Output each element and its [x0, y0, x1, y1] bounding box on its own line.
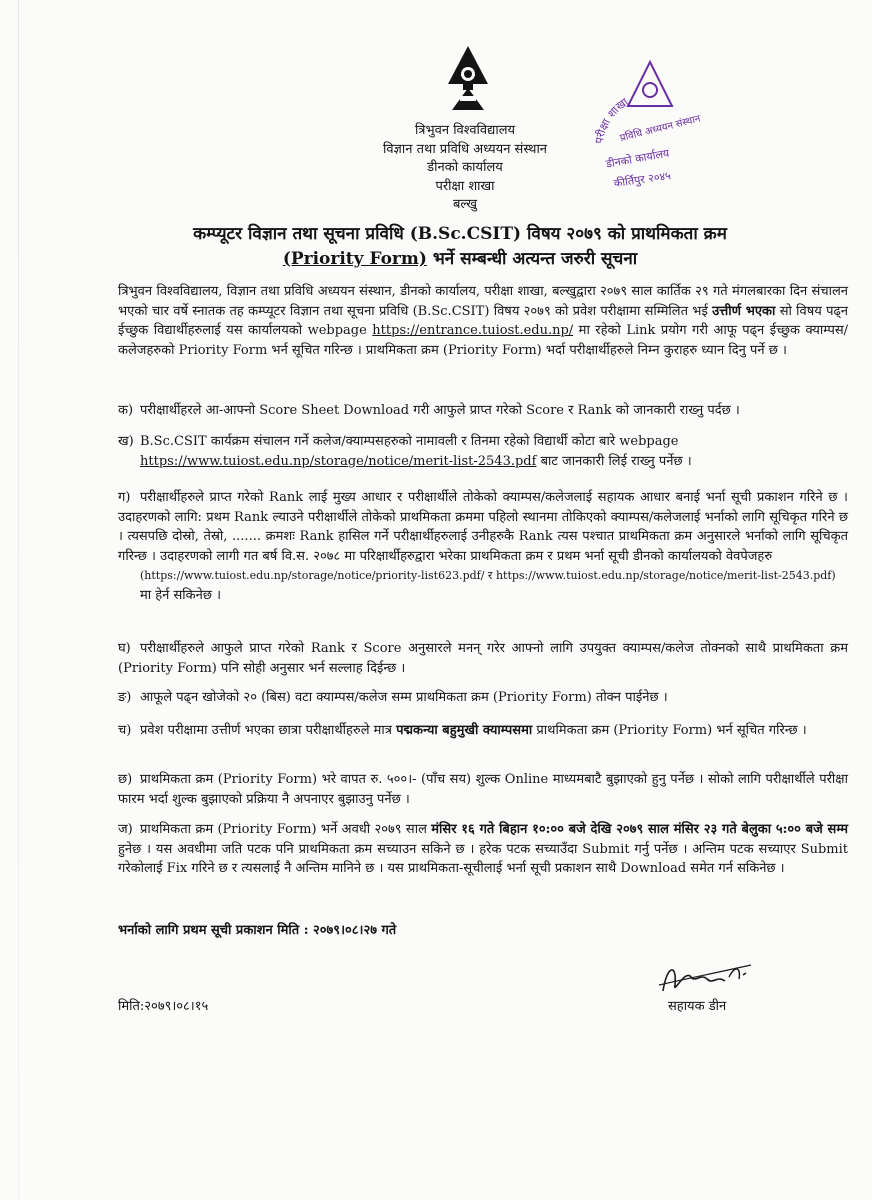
- item-text: परीक्षार्थीहरुले आफुले प्राप्त गरेको Rank र Score अनुसारले मनन् गरेर आफ्नो लागि उपयुक्त क्याम्पस/कलेज तोक्नको साथै प्राथमिकता क्रम (Priority Form) पनि सोही अनुसार भर्न सल्लाह दिईन्छ ।: [118, 641, 848, 676]
- title-line-1: कम्प्यूटर विज्ञान तथा सूचना प्रविधि (B.Sc.CSIT) विषय २०७९ को प्राथमिकता क्रम: [193, 224, 727, 244]
- campus-name: पद्मकन्या बहुमुखी क्याम्पसमा: [396, 723, 533, 738]
- notice-title: [120, 222, 800, 272]
- stamp-arc-text: परीक्षा शाखा: [592, 95, 631, 145]
- item-tail: मा हेर्न सकिनेछ ।: [140, 587, 222, 603]
- item-label: ङ): [118, 690, 132, 705]
- item-text-2: प्राथमिकता क्रम (Priority Form) भर्न सूचित गरिन्छ ।: [532, 723, 807, 738]
- item-text: आफूले पढ्न खोजेको २० (बिस) वटा क्याम्पस/कलेज सम्म प्राथमिकता क्रम (Priority Form) तोक्न पाईनेछ ।: [140, 690, 668, 705]
- intro-text-3: मा रहेको Link प्रयोग गरी आफू पढ्न ईच्छुक क्याम्पस/कलेजहरुको Priority Form भर्न सूचित गरिन्छ । प्राथमिकता क्रम (Priority Form) भर्दा परीक्षार्थीहरुले निम्न कुराहरु ध्यान दिनु पर्ने छ ।: [118, 323, 849, 358]
- item-text: परीक्षार्थीहरुले प्राप्त गरेको Rank लाई मुख्य आधार र परीक्षार्थीले तोकेको क्याम्पस/कलेजलाई सहायक आधार बनाई भर्ना सूची प्रकाशन गरिने छ । उदाहरणको लागि: प्रथम Rank ल्याउने परीक्षार्थीले तोकेको प्राथमिकता क्रममा पहिलो स्थानमा तोकिएको क्याम्पस/कलेजलाई भर्नाको लागि सूचिकृत गरिने छ । त्यसपछि दोस्रो, तेस्रो, ....... क्रमशः Rank हासिल गर्ने परीक्षार्थीहरुलाई उनीहरुकै Rank त्यस पश्चात प्राथमिकता क्रम अनुसारले भर्नाको लागि सूचिकृत गरिन्छ । उदाहरणको लागी गत बर्ष वि.स. २०७८ मा परिक्षार्थीहरुद्वारा भरेका प्राथमिकता क्रम र प्रथम भर्ना सूची डीनको कार्यालयको वेवपेजहरु: [118, 490, 848, 564]
- list-item-nga: [118, 688, 848, 708]
- list-item-cha: [118, 721, 848, 741]
- item-text-2: हुनेछ । यस अवधीमा जति पटक पनि प्राथमिकता क्रम सच्याउन सकिने छ । हरेक पटक सच्याउँदा Submit गर्नु पर्नेछ । अन्तिम पटक सच्याएर Submit गरेकोलाई Fix गरिने छ र त्यसलाई नै अन्तिम मानिने छ । यस प्राथमिकता-सूचीलाई भर्ना सूची प्रकाशन साथै Download समेत गर्न सकिनेछ ।: [118, 841, 848, 876]
- stamp-institute-text: प्रविधि अध्ययन संस्थान: [618, 113, 702, 145]
- institute-name: विज्ञान तथा प्रविधि अध्ययन संस्थान: [382, 141, 548, 157]
- notice-date: मिति:२०७९।०८।१५: [118, 999, 209, 1014]
- intro-bold-text: उत्तीर्ण भएका: [712, 303, 776, 319]
- item-label: च): [118, 723, 132, 738]
- item-text: प्रवेश परीक्षामा उत्तीर्ण भएका छात्रा परीक्षार्थीहरुले मात्र: [140, 723, 397, 738]
- university-name: त्रिभुवन विश्वविद्यालय: [414, 123, 516, 138]
- intro-text-1: त्रिभुवन विश्वविद्यालय, विज्ञान तथा प्रविधि अध्ययन संस्थान, डीनको कार्यालय, परीक्षा शाखा, बल्खुद्वारा २०७९ साल कार्तिक २९ गते मंगलबारका दिन संचालन भएको चार वर्षे स्नातक तह कम्प्यूटर विज्ञान तथा सूचना प्रविधि (B.Sc.CSIT) विषय २०७९ को प्रवेश परीक्षामा सम्मिलित भई: [118, 284, 848, 319]
- merit-list-link[interactable]: https://www.tuiost.edu.np/storage/notice/merit-list-2543.pdf: [140, 453, 537, 469]
- university-emblem-icon: [446, 44, 490, 116]
- intro-paragraph: [118, 282, 848, 360]
- list-item-ga: [118, 488, 848, 605]
- title-line-2-rest: भर्ने सम्बन्धी अत्यन्त जरुरी सूचना: [426, 249, 638, 269]
- stamp-place-text: कीर्तिपुर २०४५: [612, 169, 672, 190]
- item-label: ज): [118, 822, 133, 837]
- item-text: B.Sc.CSIT कार्यक्रम संचालन गर्ने कलेज/क्याम्पसहरुको नामावली र तिनमा रहेको विद्यार्थी कोटा बारे webpage: [140, 434, 679, 449]
- deadline-text: मंसिर १६ गते बिहान १०:०० बजे देखि २०७९ साल मंसिर २३ गते बेलुका ५:०० बजे सम्म: [431, 822, 848, 837]
- stamp-office-text: डीनको कार्यालय: [604, 146, 671, 171]
- item-label: ग): [118, 490, 131, 505]
- title-line-2: [120, 247, 800, 272]
- item-text: प्राथमिकता क्रम (Priority Form) भर्ने अवधी २०७९ साल: [140, 822, 432, 837]
- item-connector: र: [484, 569, 496, 582]
- entrance-link[interactable]: https://entrance.tuiost.edu.np/: [372, 323, 574, 338]
- location-name: बल्खु: [452, 197, 478, 212]
- item-label: ख): [118, 434, 134, 449]
- list-item-chha: [118, 770, 848, 809]
- signature: [655, 955, 765, 1000]
- merit-list-link-2[interactable]: https://www.tuiost.edu.np/storage/notice/merit-list-2543.pdf): [495, 569, 836, 582]
- list-item-ja: [118, 820, 848, 879]
- list-item-ka: [118, 401, 848, 421]
- item-text: प्राथमिकता क्रम (Priority Form) भरे वापत रु. ५००।- (पाँच सय) शुल्क Online माध्यमबाटै बुझाएको हुनु पर्नेछ । सोको लागि परीक्षार्थीले परीक्षा फारम भर्दा शुल्क बुझाएको प्रक्रिया नै अपनाएर बुझाउनु पर्नेछ ।: [118, 772, 848, 807]
- publication-date: भर्नाको लागि प्रथम सूची प्रकाशन मिति : २०७९।०८।२७ गते: [118, 923, 397, 938]
- intro-text-2: सो विषय पढ्न ईच्छुक विद्यार्थीहरुलाई यस कार्यालयको webpage: [118, 303, 849, 338]
- section-name: परीक्षा शाखा: [435, 178, 495, 194]
- title-priority-form: (Priority Form): [282, 249, 427, 269]
- item-label: घ): [118, 641, 131, 656]
- signatory-title: सहायक डीन: [668, 999, 727, 1014]
- list-item-gha: [118, 639, 848, 678]
- item-text-2: बाट जानकारी लिई राख्नु पर्नेछ ।: [536, 453, 692, 469]
- letterhead: [300, 122, 630, 215]
- item-label: क): [118, 403, 134, 418]
- item-label: छ): [118, 772, 133, 787]
- priority-list-link[interactable]: (https://www.tuiost.edu.np/storage/notice/priority-list623.pdf/: [140, 569, 485, 582]
- item-text: परीक्षार्थीहरले आ-आफ्नो Score Sheet Download गरी आफुले प्राप्त गरेको Score र Rank को जानकारी राख्नु पर्दछ ।: [140, 403, 740, 418]
- office-name: डीनको कार्यालय: [427, 160, 503, 175]
- list-item-kha: [118, 432, 848, 471]
